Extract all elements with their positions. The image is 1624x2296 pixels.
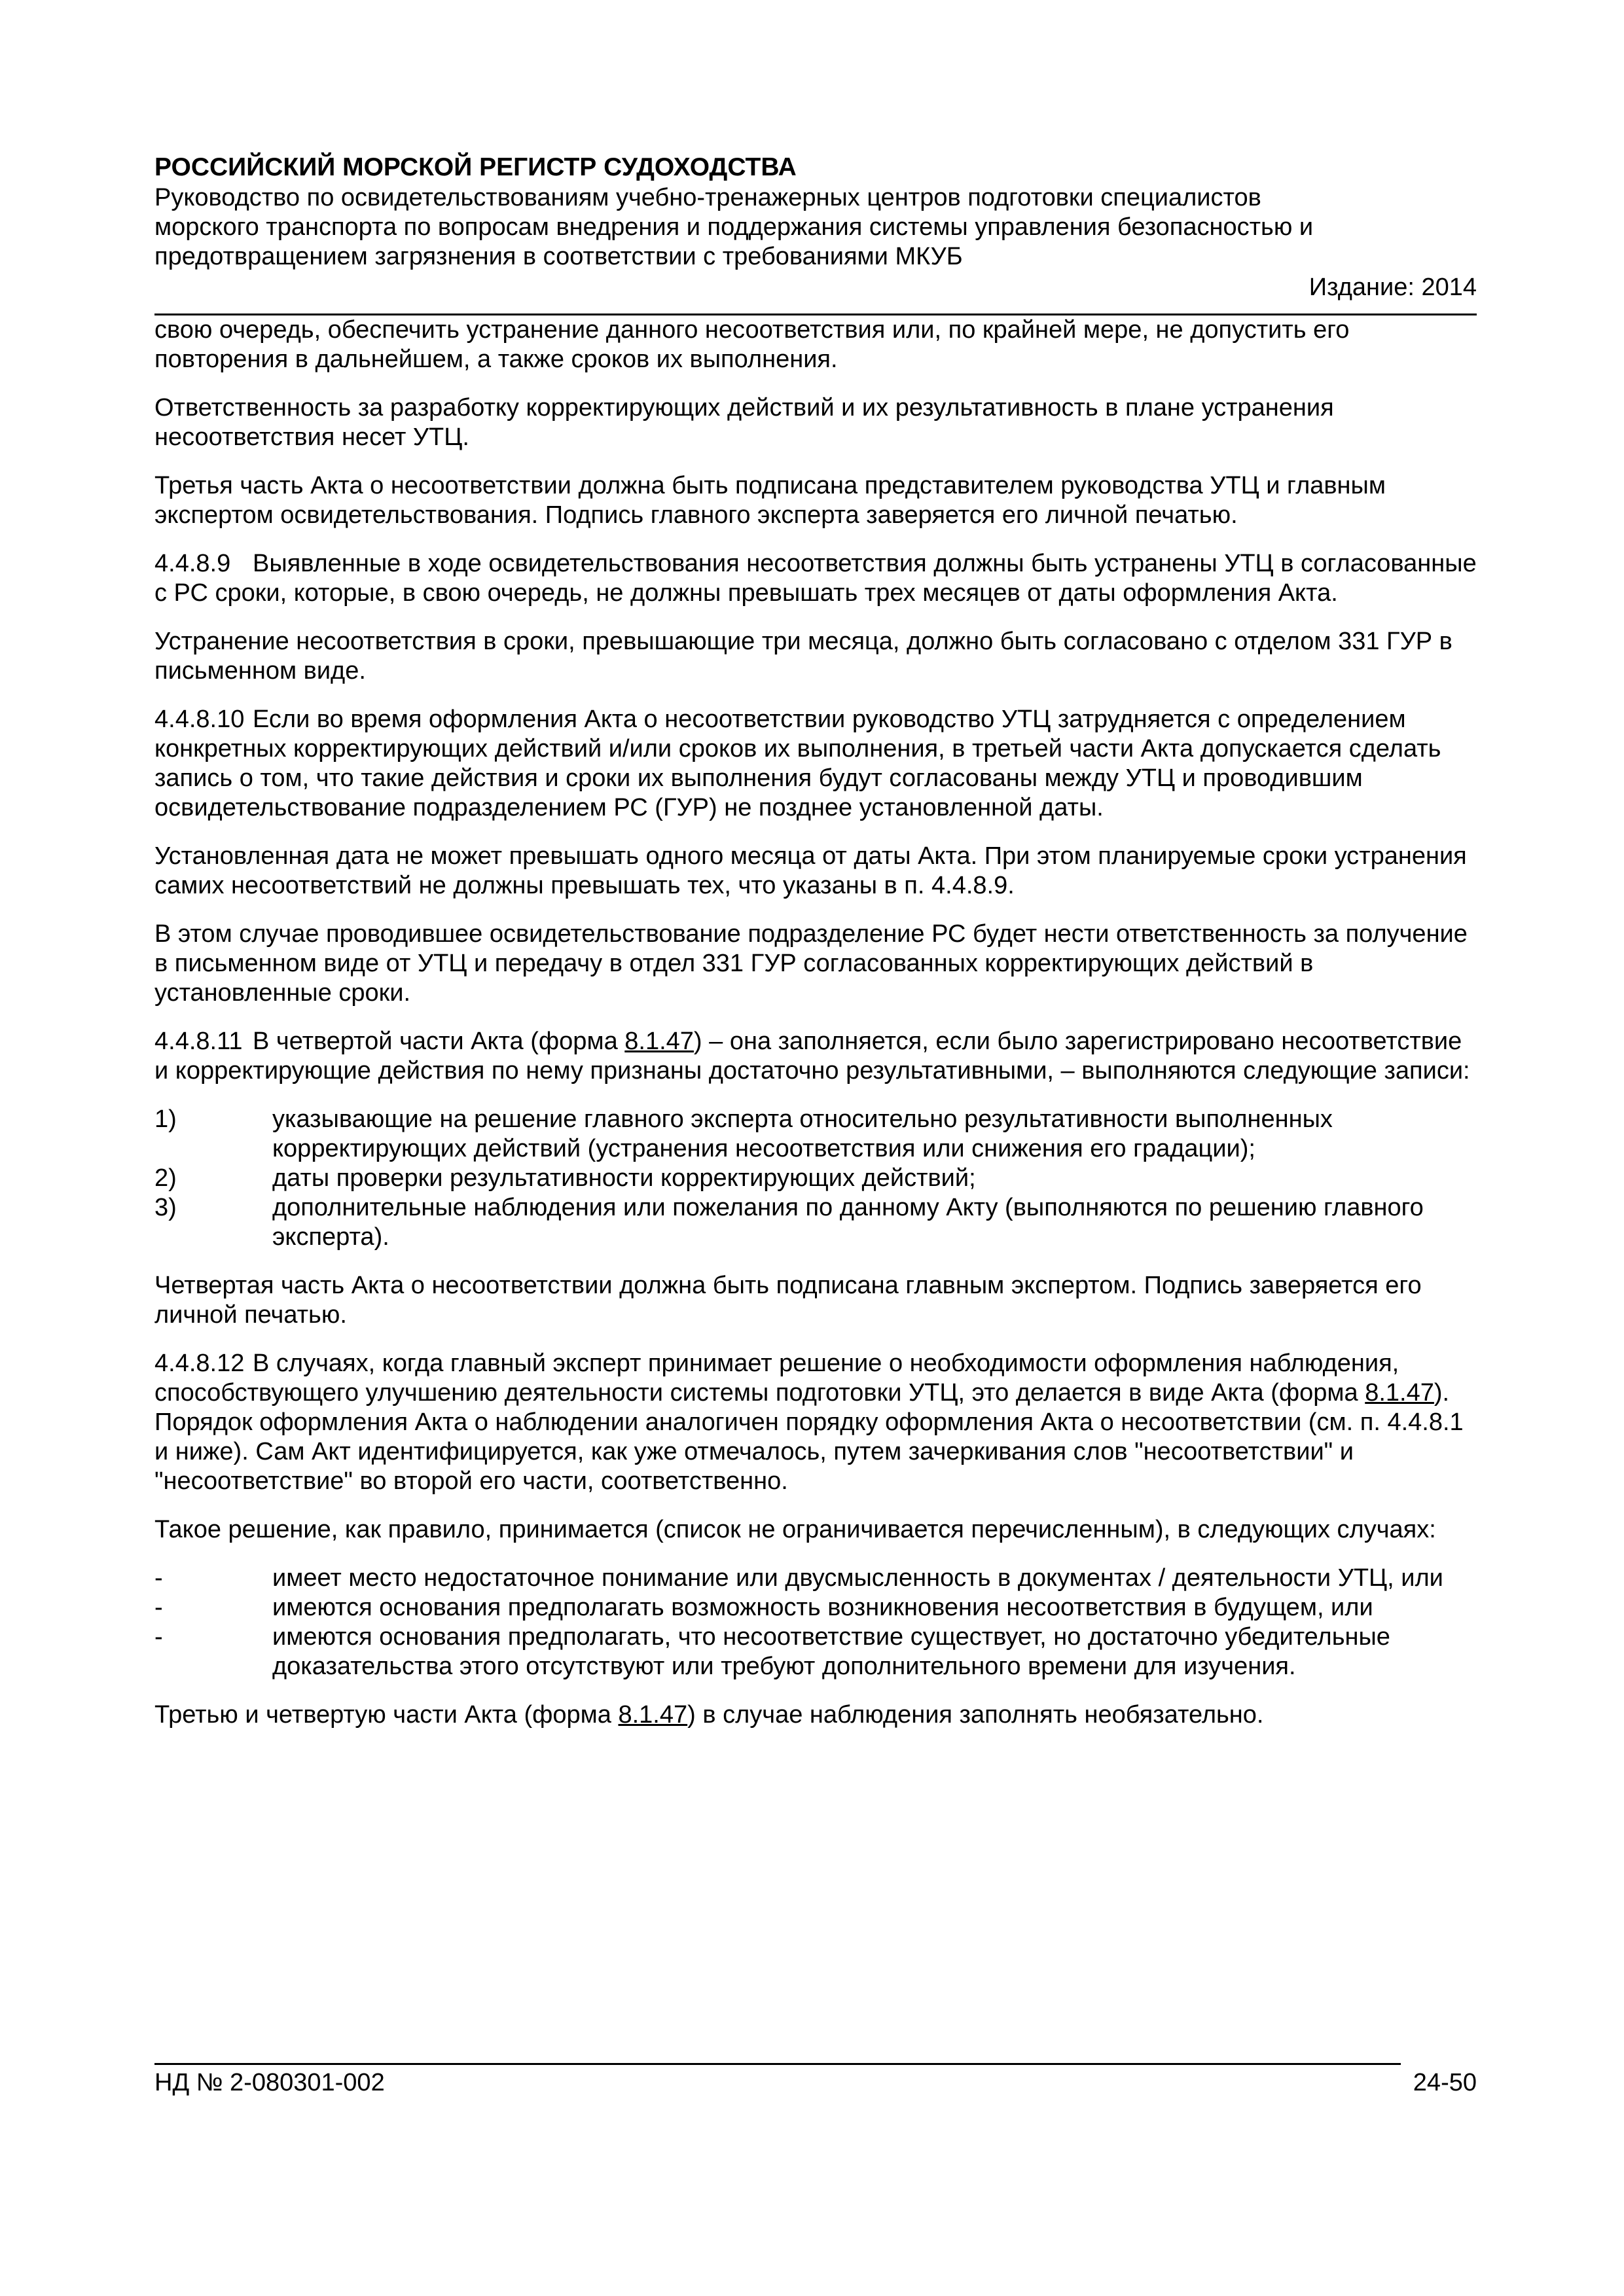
list-marker: - bbox=[154, 1594, 163, 1621]
list-item bbox=[154, 1193, 1477, 1252]
paragraph: Ответственность за разработку корректирующих действий и их результативность в плане устранения несоответствия несет УТЦ. bbox=[154, 394, 1334, 451]
section-text: Выявленные в ходе освидетельствования несоответствия должны быть устранены УТЦ в согласованные с РС сроки, которые, в свою очередь, не должны превышать трех месяцев от даты оформления Акта. bbox=[154, 550, 1477, 607]
list-item-text: указывающие на решение главного эксперта относительно результативности выполненных корректирующих действий (устранения несоответствия или снижения его градации); bbox=[272, 1105, 1333, 1162]
paragraph: В этом случае проводившее освидетельствование подразделение РС будет нести ответственность за получение в письменном виде от УТЦ и передачу в отдел 331 ГУР согласованных корректирующих действий в установленные сроки. bbox=[154, 920, 1468, 1007]
section-text: В четвертой части Акта (форма bbox=[253, 1028, 625, 1055]
list-marker: 1) bbox=[154, 1105, 177, 1133]
document-title-line-2: морского транспорта по вопросам внедрения и поддержания системы управления безопасностью и bbox=[154, 213, 1314, 241]
footer-divider bbox=[154, 2063, 1401, 2065]
form-link-8-1-47[interactable]: 8.1.47 bbox=[1365, 1379, 1434, 1407]
section-number: 4.4.8.12 bbox=[154, 1350, 245, 1377]
section-4-4-8-10 bbox=[154, 705, 1477, 823]
page-number: 24-50 bbox=[1413, 2069, 1477, 2096]
page-footer bbox=[154, 2068, 1477, 2098]
section-number: 4.4.8.10 bbox=[154, 706, 245, 733]
section-text: Если во время оформления Акта о несоответствии руководство УТЦ затрудняется с определением конкретных корректирующих действий и/или сроков их выполнения, в третьей части Акта допускается сделать запись о том, что такие действия и сроки их выполнения будут согласованы между УТЦ и проводившим освидетельствование подразделением РС (ГУР) не позднее установленной даты. bbox=[154, 706, 1441, 821]
paragraph: Четвертая часть Акта о несоответствии должна быть подписана главным экспертом. Подпись заверяется его личной печатью. bbox=[154, 1272, 1422, 1329]
list-item bbox=[154, 1564, 1477, 1593]
list-item-text: имеются основания предполагать, что несоответствие существует, но достаточно убедительные доказательства этого отсутствуют или требуют дополнительного времени для изучения. bbox=[272, 1623, 1390, 1680]
section-4-4-8-12 bbox=[154, 1349, 1477, 1496]
form-link-8-1-47[interactable]: 8.1.47 bbox=[624, 1028, 694, 1055]
section-4-4-8-11 bbox=[154, 1027, 1477, 1086]
list-marker: - bbox=[154, 1623, 163, 1651]
edition-label: Издание: 2014 bbox=[1308, 274, 1477, 301]
page-header bbox=[154, 152, 1477, 302]
section-number: 4.4.8.9 bbox=[154, 550, 231, 577]
list-item-text: имеются основания предполагать возможность возникновения несоответствия в будущем, или bbox=[272, 1594, 1373, 1621]
section-4-4-8-9 bbox=[154, 549, 1477, 608]
list-marker: - bbox=[154, 1564, 163, 1592]
list-marker: 3) bbox=[154, 1194, 177, 1221]
list-item bbox=[154, 1593, 1477, 1623]
list-item bbox=[154, 1623, 1477, 1681]
paragraph-text: Третью и четвертую части Акта (форма bbox=[154, 1701, 619, 1729]
section-text: В случаях, когда главный эксперт принимает решение о необходимости оформления наблюдения, способствующего улучшению деятельности системы подготовки УТЦ, это делается в виде Акта (форма bbox=[154, 1350, 1399, 1407]
section-number: 4.4.8.11 bbox=[154, 1028, 243, 1055]
document-body bbox=[154, 315, 1477, 1749]
numbered-list bbox=[154, 1105, 1477, 1252]
document-title-line-1: Руководство по освидетельствованиям учебно-тренажерных центров подготовки специалистов bbox=[154, 184, 1261, 211]
list-marker: 2) bbox=[154, 1164, 177, 1192]
paragraph: Устранение несоответствия в сроки, превышающие три месяца, должно быть согласовано с отделом 331 ГУР в письменном виде. bbox=[154, 628, 1453, 685]
section-text: ). Порядок оформления Акта о наблюдении аналогичен порядку оформления Акта о несоответствии (см. п. 4.4.8.1 и ниже). Сам Акт идентифицируется, как уже отмечалось, путем зачеркивания слов "несоответствии" и "несоответствие" во второй его части, соответственно. bbox=[154, 1379, 1464, 1495]
paragraph bbox=[154, 1700, 1477, 1730]
document-title-line-3: предотвращением загрязнения в соответствии с требованиями МКУБ bbox=[154, 243, 963, 270]
document-number: НД № 2-080301-002 bbox=[154, 2069, 385, 2096]
bullet-list bbox=[154, 1564, 1477, 1681]
list-item-text: даты проверки результативности корректирующих действий; bbox=[272, 1164, 976, 1192]
paragraph: Третья часть Акта о несоответствии должна быть подписана представителем руководства УТЦ и главным экспертом освидетельствования. Подпись главного эксперта заверяется его личной печатью. bbox=[154, 472, 1386, 529]
list-item bbox=[154, 1105, 1477, 1164]
form-link-8-1-47[interactable]: 8.1.47 bbox=[618, 1701, 688, 1729]
section-text: ) – она заполняется, если было зарегистрировано несоответствие и корректирующие действия по нему признаны достаточно результативными, – выполняются следующие записи: bbox=[154, 1028, 1470, 1085]
list-item bbox=[154, 1164, 1477, 1193]
list-item-text: имеет место недостаточное понимание или двусмысленность в документах / деятельности УТЦ, или bbox=[272, 1564, 1443, 1592]
organization-name: РОССИЙСКИЙ МОРСКОЙ РЕГИСТР СУДОХОДСТВА bbox=[154, 153, 797, 181]
paragraph: свою очередь, обеспечить устранение данного несоответствия или, по крайней мере, не допустить его повторения в дальнейшем, а также сроков их выполнения. bbox=[154, 316, 1350, 373]
paragraph-text: ) в случае наблюдения заполнять необязательно. bbox=[687, 1701, 1264, 1729]
list-item-text: дополнительные наблюдения или пожелания по данному Акту (выполняются по решению главного эксперта). bbox=[272, 1194, 1424, 1251]
paragraph: Такое решение, как правило, принимается (список не ограничивается перечисленным), в следующих случаях: bbox=[154, 1516, 1436, 1543]
paragraph: Установленная дата не может превышать одного месяца от даты Акта. При этом планируемые сроки устранения самих несоответствий не должны превышать тех, что указаны в п. 4.4.8.9. bbox=[154, 842, 1467, 899]
